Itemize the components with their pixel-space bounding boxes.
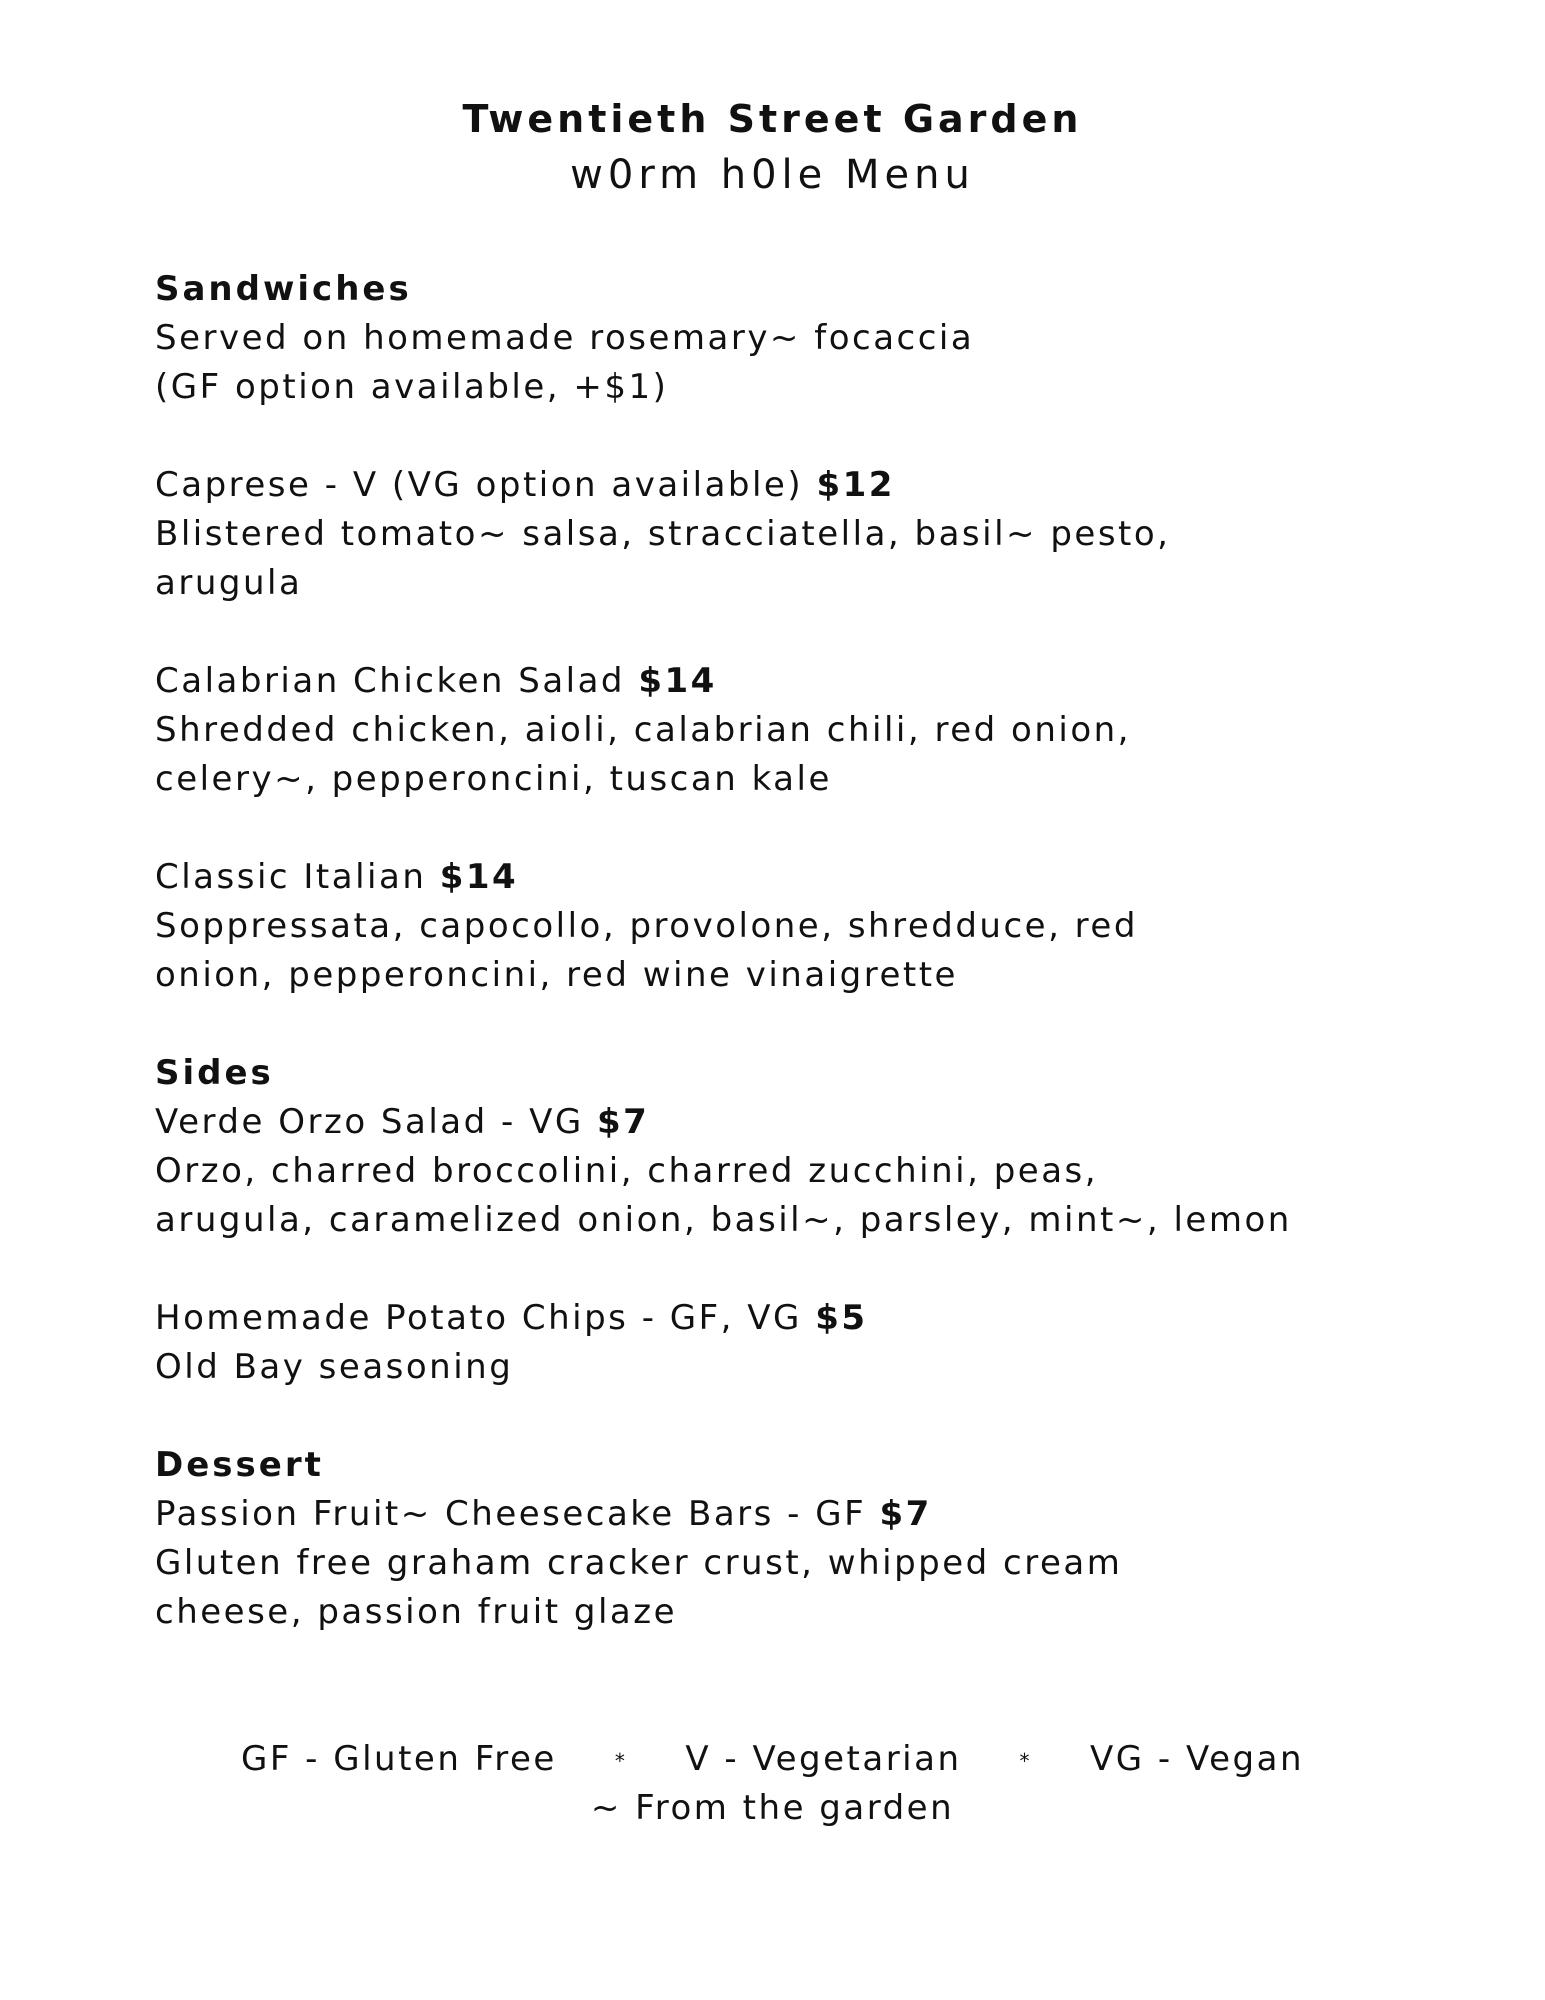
legend-separator: *: [614, 1749, 628, 1773]
legend-vegetarian: V - Vegetarian: [685, 1739, 962, 1779]
sandwiches-intro-line2: (GF option available, +$1): [155, 367, 669, 407]
section-heading-sandwiches: Sandwiches: [155, 269, 412, 309]
item-description-line2: cheese, passion fruit glaze: [155, 1592, 677, 1632]
garden-note: ~ From the garden: [590, 1788, 955, 1828]
item-description-line2: arugula: [155, 563, 303, 603]
menu-item-cheesecake-bars: [155, 1490, 1415, 1637]
item-description-line1: Orzo, charred broccolini, charred zucchini, peas,: [155, 1151, 1099, 1191]
item-price: $14: [439, 857, 519, 897]
menu-body: [155, 265, 1415, 1637]
section-dessert: [155, 1441, 1415, 1637]
menu-item-verde-orzo-salad: [155, 1098, 1415, 1245]
menu-footer: [0, 1735, 1545, 1833]
menu-item-calabrian-chicken-salad: [155, 657, 1415, 804]
item-price: $12: [816, 465, 895, 505]
restaurant-name: Twentieth Street Garden: [462, 97, 1083, 141]
item-price: $5: [815, 1298, 868, 1338]
item-description-line2: arugula, caramelized onion, basil~, parsley, mint~, lemon: [155, 1200, 1292, 1240]
legend-gluten-free: GF - Gluten Free: [240, 1739, 557, 1779]
menu-item-caprese: [155, 461, 1415, 608]
section-sandwiches: [155, 265, 1415, 1000]
item-description-line1: Old Bay seasoning: [155, 1347, 514, 1387]
legend-separator: *: [1019, 1749, 1033, 1773]
section-heading-dessert: Dessert: [155, 1445, 324, 1485]
menu-item-classic-italian: [155, 853, 1415, 1000]
item-name: Calabrian Chicken Salad: [155, 661, 626, 701]
menu-header: [0, 92, 1545, 204]
legend-vegan: VG - Vegan: [1090, 1739, 1305, 1779]
item-name: Caprese - V (VG option available): [155, 465, 804, 505]
item-name: Passion Fruit~ Cheesecake Bars - GF: [155, 1494, 867, 1534]
item-name: Verde Orzo Salad - VG: [155, 1102, 584, 1142]
menu-item-potato-chips: [155, 1294, 1415, 1392]
item-name: Homemade Potato Chips - GF, VG: [155, 1298, 802, 1338]
item-name: Classic Italian: [155, 857, 427, 897]
sandwiches-intro-line1: Served on homemade rosemary~ focaccia: [155, 318, 975, 358]
dietary-legend: [0, 1735, 1545, 1784]
section-heading-sides: Sides: [155, 1053, 274, 1093]
item-price: $7: [879, 1494, 932, 1534]
item-description-line1: Gluten free graham cracker crust, whipped cream: [155, 1543, 1123, 1583]
item-description-line2: celery~, pepperoncini, tuscan kale: [155, 759, 832, 799]
section-sides: [155, 1049, 1415, 1392]
item-price: $14: [638, 661, 717, 701]
item-description-line1: Soppressata, capocollo, provolone, shredduce, red: [155, 906, 1138, 946]
item-description-line2: onion, pepperoncini, red wine vinaigrette: [155, 955, 958, 995]
item-price: $7: [597, 1102, 650, 1142]
item-description-line1: Blistered tomato~ salsa, stracciatella, basil~ pesto,: [155, 514, 1171, 554]
item-description-line1: Shredded chicken, aioli, calabrian chili, red onion,: [155, 710, 1131, 750]
menu-title: w0rm h0le Menu: [570, 152, 975, 198]
